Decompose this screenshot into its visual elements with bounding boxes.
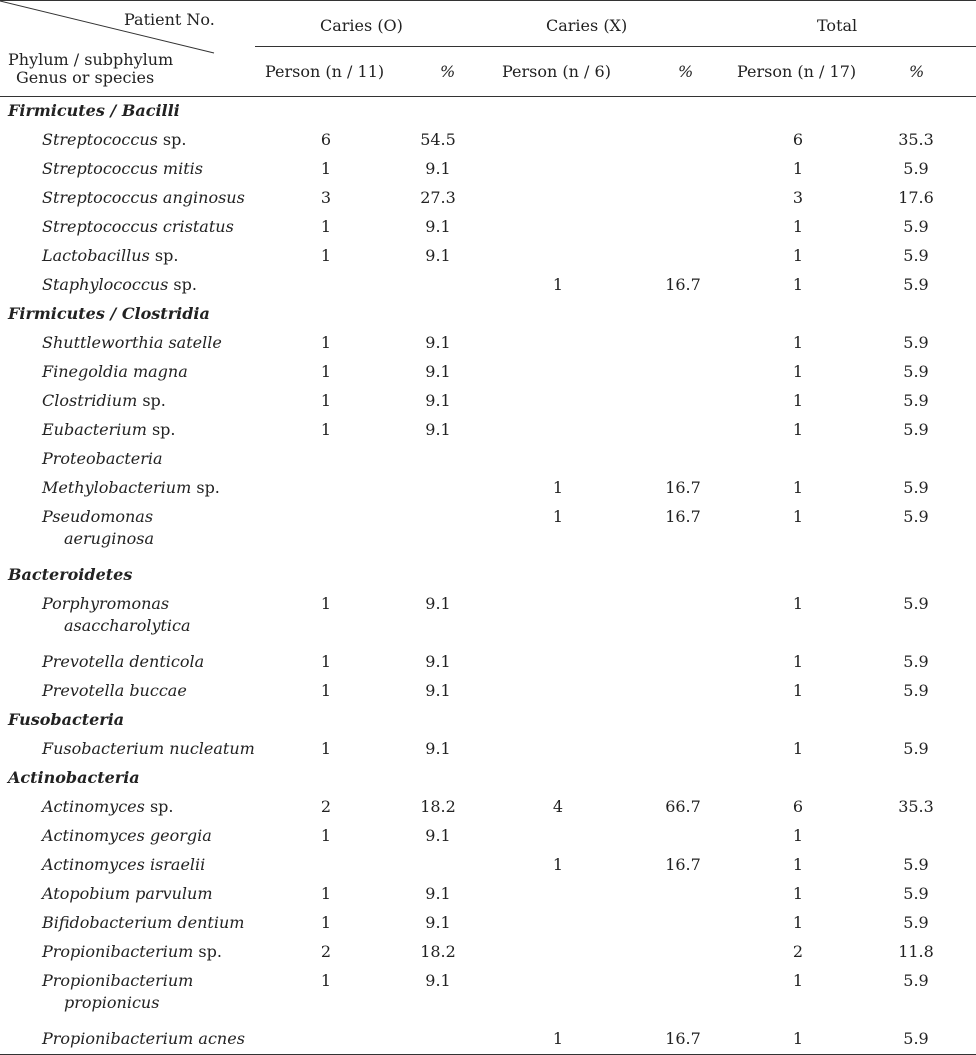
table-row xyxy=(0,1025,976,1054)
species-name xyxy=(0,358,255,383)
cell-value: 16.7 xyxy=(665,275,701,294)
cell-value: 1 xyxy=(320,594,332,613)
sp-suffix: sp. xyxy=(157,130,187,149)
cell-value: 1 xyxy=(792,971,804,990)
phylum-row xyxy=(0,764,976,793)
cell-value: 1 xyxy=(792,391,804,410)
sp-suffix: sp. xyxy=(146,420,176,439)
table-row xyxy=(0,213,976,242)
genus-text: Finegoldia magna xyxy=(42,362,188,381)
genus-text: Streptococcus anginosus xyxy=(42,188,245,207)
cell-value: 1 xyxy=(552,855,564,874)
table-row xyxy=(0,851,976,880)
sp-suffix: sp. xyxy=(193,942,222,961)
subcol-person-11: Person (n / 11) xyxy=(265,62,385,81)
sp-suffix: sp. xyxy=(149,246,179,265)
cell-value: 9.1 xyxy=(425,681,451,700)
cell-value: 1 xyxy=(320,420,332,439)
group-underline xyxy=(255,46,976,47)
genus-text: Streptococcus cristatus xyxy=(42,217,234,236)
species-text: aeruginosa xyxy=(64,529,155,548)
cell-value: 1 xyxy=(792,246,804,265)
cell-value: 5.9 xyxy=(903,1029,929,1048)
species-name xyxy=(0,967,255,1014)
cell-value: 1 xyxy=(320,913,332,932)
table-row xyxy=(0,677,976,706)
cell-value: 54.5 xyxy=(420,130,456,149)
cell-value: 9.1 xyxy=(425,594,451,613)
species-name xyxy=(0,1025,255,1050)
table-row xyxy=(0,271,976,300)
cell-value: 27.3 xyxy=(420,188,456,207)
cell-value: 1 xyxy=(792,420,804,439)
cell-value: 1 xyxy=(792,739,804,758)
cell-value: 11.8 xyxy=(898,942,934,961)
cell-value: 1 xyxy=(792,159,804,178)
table-body xyxy=(0,97,976,1054)
genus-text: Pseudomonas xyxy=(42,507,154,526)
cell-value: 5.9 xyxy=(903,681,929,700)
genus-text: Prevotella buccae xyxy=(42,681,187,700)
cell-value: 18.2 xyxy=(420,797,456,816)
cell-value: 16.7 xyxy=(665,855,701,874)
table-row xyxy=(0,416,976,445)
cell-value: 1 xyxy=(320,826,332,845)
table-header xyxy=(0,0,976,97)
cell-value: 5.9 xyxy=(903,855,929,874)
cell-value: 9.1 xyxy=(425,391,451,410)
cell-value: 4 xyxy=(552,797,564,816)
cell-value: 5.9 xyxy=(903,478,929,497)
table-row xyxy=(0,880,976,909)
species-name xyxy=(0,851,255,876)
group-caries-o: Caries (O) xyxy=(320,16,403,35)
species-name xyxy=(0,677,255,702)
cell-value: 5.9 xyxy=(903,333,929,352)
species-name xyxy=(0,242,255,267)
cell-value: 1 xyxy=(792,333,804,352)
cell-value: 1 xyxy=(552,1029,564,1048)
subcol-pct-1: % xyxy=(440,62,456,81)
table-row xyxy=(0,648,976,677)
genus-label: Genus or species xyxy=(16,68,155,87)
cell-value: 9.1 xyxy=(425,159,451,178)
table-row xyxy=(0,909,976,938)
table-row xyxy=(0,967,976,1025)
cell-value: 35.3 xyxy=(898,130,934,149)
phylum-row xyxy=(0,706,976,735)
genus-text: Prevotella denticola xyxy=(42,652,205,671)
cell-value: 1 xyxy=(552,507,564,526)
table-row xyxy=(0,184,976,213)
phylum-label: Firmicutes / Bacilli xyxy=(8,101,180,120)
cell-value: 5.9 xyxy=(903,507,929,526)
genus-text: Propionibacterium xyxy=(42,942,194,961)
sp-suffix: sp. xyxy=(144,797,174,816)
species-name xyxy=(0,416,255,441)
species-name xyxy=(0,155,255,180)
species-name xyxy=(0,213,255,238)
cell-value: 3 xyxy=(792,188,804,207)
cell-value: 1 xyxy=(320,652,332,671)
species-text: asaccharolytica xyxy=(64,616,191,635)
cell-value: 16.7 xyxy=(665,478,701,497)
genus-text: Proteobacteria xyxy=(42,449,163,468)
cell-value: 1 xyxy=(320,391,332,410)
cell-value: 2 xyxy=(320,942,332,961)
species-name xyxy=(0,590,255,637)
genus-text: Actinomyces israelii xyxy=(42,855,206,874)
cell-value: 1 xyxy=(792,507,804,526)
cell-value: 18.2 xyxy=(420,942,456,961)
species-name xyxy=(0,793,255,818)
genus-text: Atopobium parvulum xyxy=(42,884,213,903)
cell-value: 16.7 xyxy=(665,1029,701,1048)
cell-value: 1 xyxy=(320,159,332,178)
cell-value: 9.1 xyxy=(425,246,451,265)
cell-value: 6 xyxy=(792,797,804,816)
species-name xyxy=(0,387,255,412)
species-name xyxy=(0,822,255,847)
genus-text: Staphylococcus xyxy=(42,275,169,294)
species-name xyxy=(0,445,255,470)
cell-value: 5.9 xyxy=(903,971,929,990)
phylum-label: Fusobacteria xyxy=(8,710,125,729)
cell-value: 5.9 xyxy=(903,275,929,294)
table-row xyxy=(0,126,976,155)
cell-value: 9.1 xyxy=(425,971,451,990)
species-name xyxy=(0,184,255,209)
cell-value: 1 xyxy=(320,362,332,381)
phylum-row xyxy=(0,561,976,590)
cell-value: 1 xyxy=(792,594,804,613)
subcol-person-6: Person (n / 6) xyxy=(502,62,611,81)
cell-value: 1 xyxy=(792,478,804,497)
cell-value: 5.9 xyxy=(903,362,929,381)
cell-value: 1 xyxy=(792,855,804,874)
table-row xyxy=(0,474,976,503)
cell-value: 2 xyxy=(320,797,332,816)
cell-value: 1 xyxy=(792,826,804,845)
cell-value: 5.9 xyxy=(903,913,929,932)
species-name xyxy=(0,126,255,151)
genus-text: Porphyromonas xyxy=(42,594,170,613)
cell-value: 3 xyxy=(320,188,332,207)
table-row xyxy=(0,735,976,764)
cell-value: 1 xyxy=(320,884,332,903)
species-text: propionicus xyxy=(64,993,160,1012)
group-total: Total xyxy=(817,16,858,35)
sp-suffix: sp. xyxy=(137,391,166,410)
species-name xyxy=(0,735,255,760)
cell-value: 1 xyxy=(792,913,804,932)
species-name xyxy=(0,329,255,354)
genus-text: Actinomyces xyxy=(42,797,145,816)
genus-text: Fusobacterium nucleatum xyxy=(42,739,255,758)
table-row xyxy=(0,590,976,648)
cell-value: 5.9 xyxy=(903,420,929,439)
genus-text: Clostridium xyxy=(42,391,138,410)
cell-value: 1 xyxy=(320,971,332,990)
genus-text: Propionibacterium xyxy=(42,971,194,990)
table-row xyxy=(0,938,976,967)
cell-value: 16.7 xyxy=(665,507,701,526)
species-name xyxy=(0,938,255,963)
cell-value: 1 xyxy=(792,652,804,671)
subcol-pct-3: % xyxy=(909,62,925,81)
table-row xyxy=(0,387,976,416)
cell-value: 1 xyxy=(792,275,804,294)
cell-value: 9.1 xyxy=(425,652,451,671)
genus-text: Bifidobacterium dentium xyxy=(42,913,245,932)
species-name xyxy=(0,503,255,550)
cell-value: 5.9 xyxy=(903,391,929,410)
cell-value: 5.9 xyxy=(903,884,929,903)
cell-value: 5.9 xyxy=(903,246,929,265)
cell-value: 17.6 xyxy=(898,188,934,207)
cell-value: 1 xyxy=(792,681,804,700)
cell-value: 1 xyxy=(552,478,564,497)
phylum-row xyxy=(0,97,976,126)
species-name xyxy=(0,474,255,499)
genus-text: Methylobacterium xyxy=(42,478,192,497)
cell-value: 1 xyxy=(792,217,804,236)
phylum-row xyxy=(0,300,976,329)
cell-value: 9.1 xyxy=(425,420,451,439)
sp-suffix: sp. xyxy=(191,478,220,497)
cell-value: 66.7 xyxy=(665,797,701,816)
group-caries-x: Caries (X) xyxy=(546,16,628,35)
cell-value: 1 xyxy=(320,217,332,236)
table-row xyxy=(0,503,976,561)
phylum-label: Firmicutes / Clostridia xyxy=(8,304,210,323)
cell-value: 9.1 xyxy=(425,884,451,903)
genus-text: Lactobacillus xyxy=(42,246,150,265)
sp-suffix: sp. xyxy=(168,275,197,294)
table-row xyxy=(0,822,976,851)
cell-value: 9.1 xyxy=(425,362,451,381)
cell-value: 5.9 xyxy=(903,594,929,613)
table-row xyxy=(0,329,976,358)
cell-value: 5.9 xyxy=(903,739,929,758)
phylum-label: Actinobacteria xyxy=(8,768,140,787)
genus-text: Streptococcus mitis xyxy=(42,159,203,178)
table-row xyxy=(0,793,976,822)
subcol-person-17: Person (n / 17) xyxy=(737,62,857,81)
cell-value: 9.1 xyxy=(425,739,451,758)
species-name xyxy=(0,880,255,905)
cell-value: 5.9 xyxy=(903,652,929,671)
cell-value: 35.3 xyxy=(898,797,934,816)
species-name xyxy=(0,648,255,673)
cell-value: 1 xyxy=(320,739,332,758)
cell-value: 6 xyxy=(320,130,332,149)
table-row xyxy=(0,155,976,184)
phylum-label: Phylum / subphylum xyxy=(8,50,174,69)
genus-text: Propionibacterium acnes xyxy=(42,1029,245,1048)
cell-value: 2 xyxy=(792,942,804,961)
species-name xyxy=(0,909,255,934)
cell-value: 6 xyxy=(792,130,804,149)
table-row xyxy=(0,242,976,271)
genus-text: Actinomyces georgia xyxy=(42,826,212,845)
cell-value: 1 xyxy=(552,275,564,294)
cell-value: 1 xyxy=(792,362,804,381)
table-row xyxy=(0,358,976,387)
cell-value: 1 xyxy=(320,333,332,352)
species-name xyxy=(0,271,255,296)
genus-text: Eubacterium xyxy=(42,420,147,439)
cell-value: 1 xyxy=(792,1029,804,1048)
cell-value: 1 xyxy=(320,246,332,265)
cell-value: 5.9 xyxy=(903,159,929,178)
phylum-label: Bacteroidetes xyxy=(8,565,133,584)
patient-no-label: Patient No. xyxy=(124,10,215,29)
table-row xyxy=(0,445,976,474)
cell-value: 9.1 xyxy=(425,826,451,845)
cell-value: 9.1 xyxy=(425,333,451,352)
cell-value: 9.1 xyxy=(425,217,451,236)
subcol-pct-2: % xyxy=(678,62,694,81)
genus-text: Streptococcus xyxy=(42,130,158,149)
cell-value: 9.1 xyxy=(425,913,451,932)
cell-value: 1 xyxy=(792,884,804,903)
genus-text: Shuttleworthia satelle xyxy=(42,333,222,352)
cell-value: 1 xyxy=(320,681,332,700)
cell-value: 5.9 xyxy=(903,217,929,236)
